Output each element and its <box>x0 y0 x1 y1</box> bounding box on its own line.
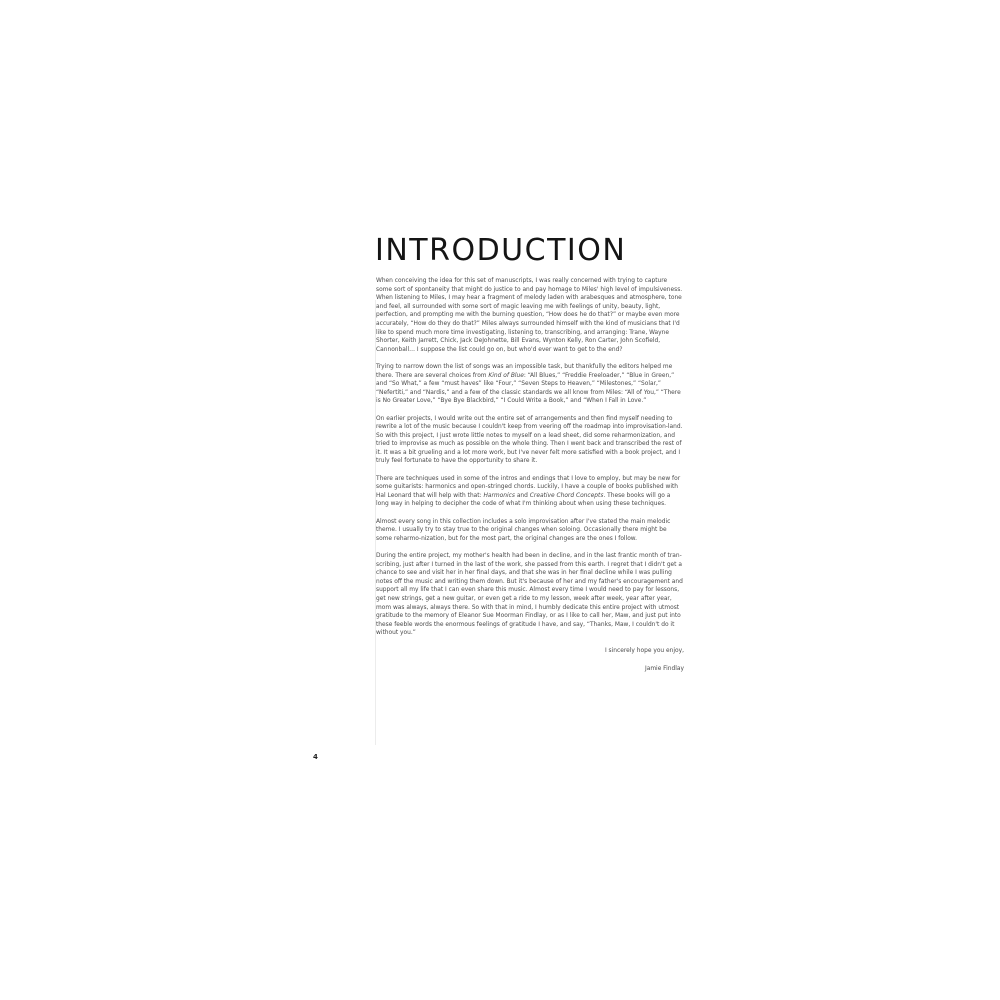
page-title: INTRODUCTION <box>375 233 627 268</box>
paragraph-5: Almost every song in this collection includes a solo improvisation after I've stated the main melodic theme. I usually try to stay true to the original changes when soloing. Occasionally there might be some reharmo-nization, but for the most part, the original changes are the ones I follow. <box>376 518 671 542</box>
paragraph-6: During the entire project, my mother's health had been in decline, and in the last frantic month of tran-scribing, just after I turned in the last of the work, she passed from this earth. I regret that I didn't get a chance to see and visit her in her final days, and that she was in her final decline while I was pulling notes off the music and writing them down. But it's because of her and my father's encouragement and support all my life that I can even share this music. Almost every time I would need to pay for lessons, get new strings, get a new guitar, or even get a ride to my lesson, week after week, year after year, mom was always, always there. So with that in mind, I humbly dedicate this entire project with utmost gratitude to the memory of Eleanor Sue Moorman Findlay, or as I like to call her, Maw, and just put into these feeble words the enormous feelings of gratitude I have, and say, “Thanks, Maw, I couldn't do it without you.” <box>376 553 683 637</box>
page-number: 4 <box>313 753 318 761</box>
closing-line: I sincerely hope you enjoy, <box>604 647 684 654</box>
paragraph-4: There are techniques used in some of the intros and endings that I love to employ, but may be new for some guitarists: harmonics and open-stringed chords. Luckily, I have a couple of books published with Hal Leonard that will help with that: Harmonics and Creative Chord Concepts. These books will go a long way in helping to decipher the code of what I'm thinking about when using these techniques. <box>376 475 681 508</box>
signature: Jamie Findlay <box>644 666 684 673</box>
paragraph-3: On earlier projects, I would write out the entire set of arrangements and then find myself needing to rewrite a lot of the music because I couldn't keep from veering off the roadmap into improvisation-land. So with this project, I just wrote little notes to myself on a lead sheet, did some reharmonization, and tried to improvise as much as possible on the whole thing. Then I went back and transcribed the rest of it. It was a bit grueling and a lot more work, but I've never felt more satisfied with a book project, and I truly feel fortunate to have the opportunity to share it. <box>376 415 683 465</box>
body-text <box>376 277 684 682</box>
paragraph-2: Trying to narrow down the list of songs was an impossible task, but thankfully the editors helped me there. There are several choices from Kind of Blue: “All Blues,” “Freddie Freeloader,” “Blue in Green,” and “So What,” a few “must haves” like “Four,” “Seven Steps to Heaven,” “Milestones,” “Solar,” “Nefertiti,” and “Nardis,” and a few of the classic standards we all know from Miles: “All of You,” “There is No Greater Love,” “Bye Bye Blackbird,” “I Could Write a Book,” and “When I Fall in Love.” <box>376 363 681 405</box>
paragraph-1: When conceiving the idea for this set of manuscripts, I was really concerned with trying to capture some sort of spontaneity that might do justice to and pay homage to Miles' high level of impulsiveness. When listening to Miles, I may hear a fragment of melody laden with arabesques and atmosphere, tone and feel, all surrounded with some sort of magic leaving me with feelings of unity, beauty, light, perfection, and prompting me with the burning question, “How does he do that?” or maybe even more accurately, “How do they do that?” Miles always surrounded himself with the kind of musicians that I'd like to spend much more time investigating, listening to, transcribing, and arranging: Trane, Wayne Shorter, Keith Jarrett, Chick, Jack DeJohnette, Bill Evans, Wynton Kelly, Ron Carter, John Scofield, Cannonball… I suppose the list could go on, but who'd ever want to get to the end? <box>376 278 683 353</box>
